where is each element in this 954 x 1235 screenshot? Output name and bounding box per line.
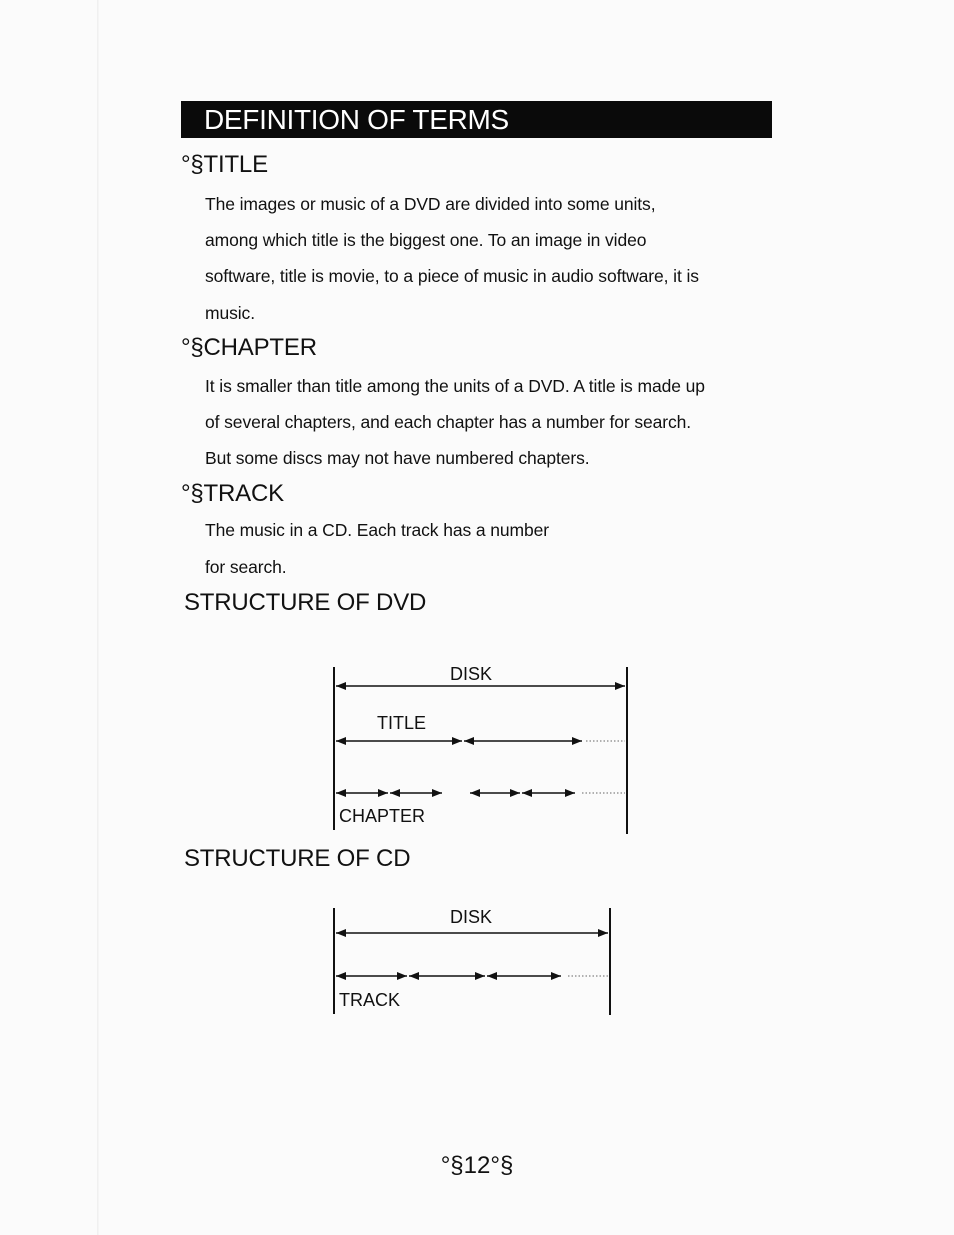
cd-structure-heading: STRUCTURE OF CD — [184, 845, 411, 872]
term-title-line: among which title is the biggest one. To an image in video — [205, 230, 647, 250]
dvd-disk-label: DISK — [450, 664, 493, 684]
page-number: °§12°§ — [440, 1152, 514, 1179]
dvd-chapter-label: CHAPTER — [339, 806, 426, 826]
term-chapter-line: It is smaller than title among the units of a DVD. A title is made up — [205, 376, 705, 396]
cd-disk-label: DISK — [450, 907, 493, 927]
term-heading-track: °§TRACK — [181, 480, 284, 507]
term-title-line: The images or music of a DVD are divided into some units, — [205, 194, 656, 214]
cd-structure-diagram — [334, 907, 610, 1015]
cd-track-label: TRACK — [339, 990, 401, 1010]
dvd-title-label: TITLE — [377, 713, 427, 733]
term-track-line: The music in a CD. Each track has a number — [205, 520, 549, 540]
page-title: DEFINITION OF TERMS — [181, 101, 772, 138]
dvd-structure-heading: STRUCTURE OF DVD — [184, 589, 427, 616]
term-heading-title: °§TITLE — [181, 151, 268, 178]
term-chapter-line: But some discs may not have numbered chapters. — [205, 448, 590, 468]
term-title-line: software, title is movie, to a piece of music in audio software, it is — [205, 266, 699, 286]
term-track-line: for search. — [205, 557, 287, 577]
term-heading-chapter: °§CHAPTER — [181, 334, 317, 361]
term-chapter-line: of several chapters, and each chapter has a number for search. — [205, 412, 692, 432]
dvd-structure-diagram — [334, 664, 627, 834]
term-title-line: music. — [205, 303, 255, 323]
